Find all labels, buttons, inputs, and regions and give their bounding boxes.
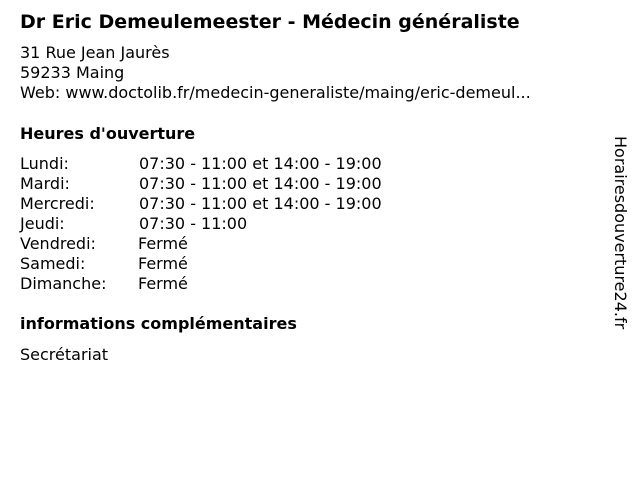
- day-label: Mercredi:: [20, 194, 95, 213]
- street-address: 31 Rue Jean Jaurès: [20, 43, 170, 62]
- day-label: Dimanche:: [20, 274, 107, 293]
- website-link[interactable]: Web: www.doctolib.fr/medecin-generaliste/maing/eric-demeul...: [20, 83, 531, 102]
- time-value: Fermé: [138, 274, 188, 293]
- day-label: Lundi:: [20, 154, 69, 173]
- address-block: [20, 43, 531, 103]
- day-label: Samedi:: [20, 254, 86, 273]
- additional-info-heading: informations complémentaires: [20, 314, 297, 333]
- additional-info-text: Secrétariat: [20, 345, 109, 364]
- time-value: 07:30 - 11:00: [139, 214, 248, 233]
- time-value: Fermé: [138, 254, 188, 273]
- city-postal: 59233 Maing: [20, 63, 125, 82]
- day-label: Jeudi:: [20, 214, 65, 233]
- day-label: Mardi:: [20, 174, 70, 193]
- opening-hours-heading: Heures d'ouverture: [20, 124, 196, 143]
- page-title: Dr Eric Demeulemeester - Médecin généraliste: [20, 11, 520, 33]
- time-value: Fermé: [138, 234, 188, 253]
- brand-watermark: Horairesdouverture24.fr: [611, 136, 630, 330]
- time-value: 07:30 - 11:00 et 14:00 - 19:00: [139, 174, 382, 193]
- day-label: Vendredi:: [20, 234, 96, 253]
- time-value: 07:30 - 11:00 et 14:00 - 19:00: [139, 194, 382, 213]
- time-value: 07:30 - 11:00 et 14:00 - 19:00: [139, 154, 382, 173]
